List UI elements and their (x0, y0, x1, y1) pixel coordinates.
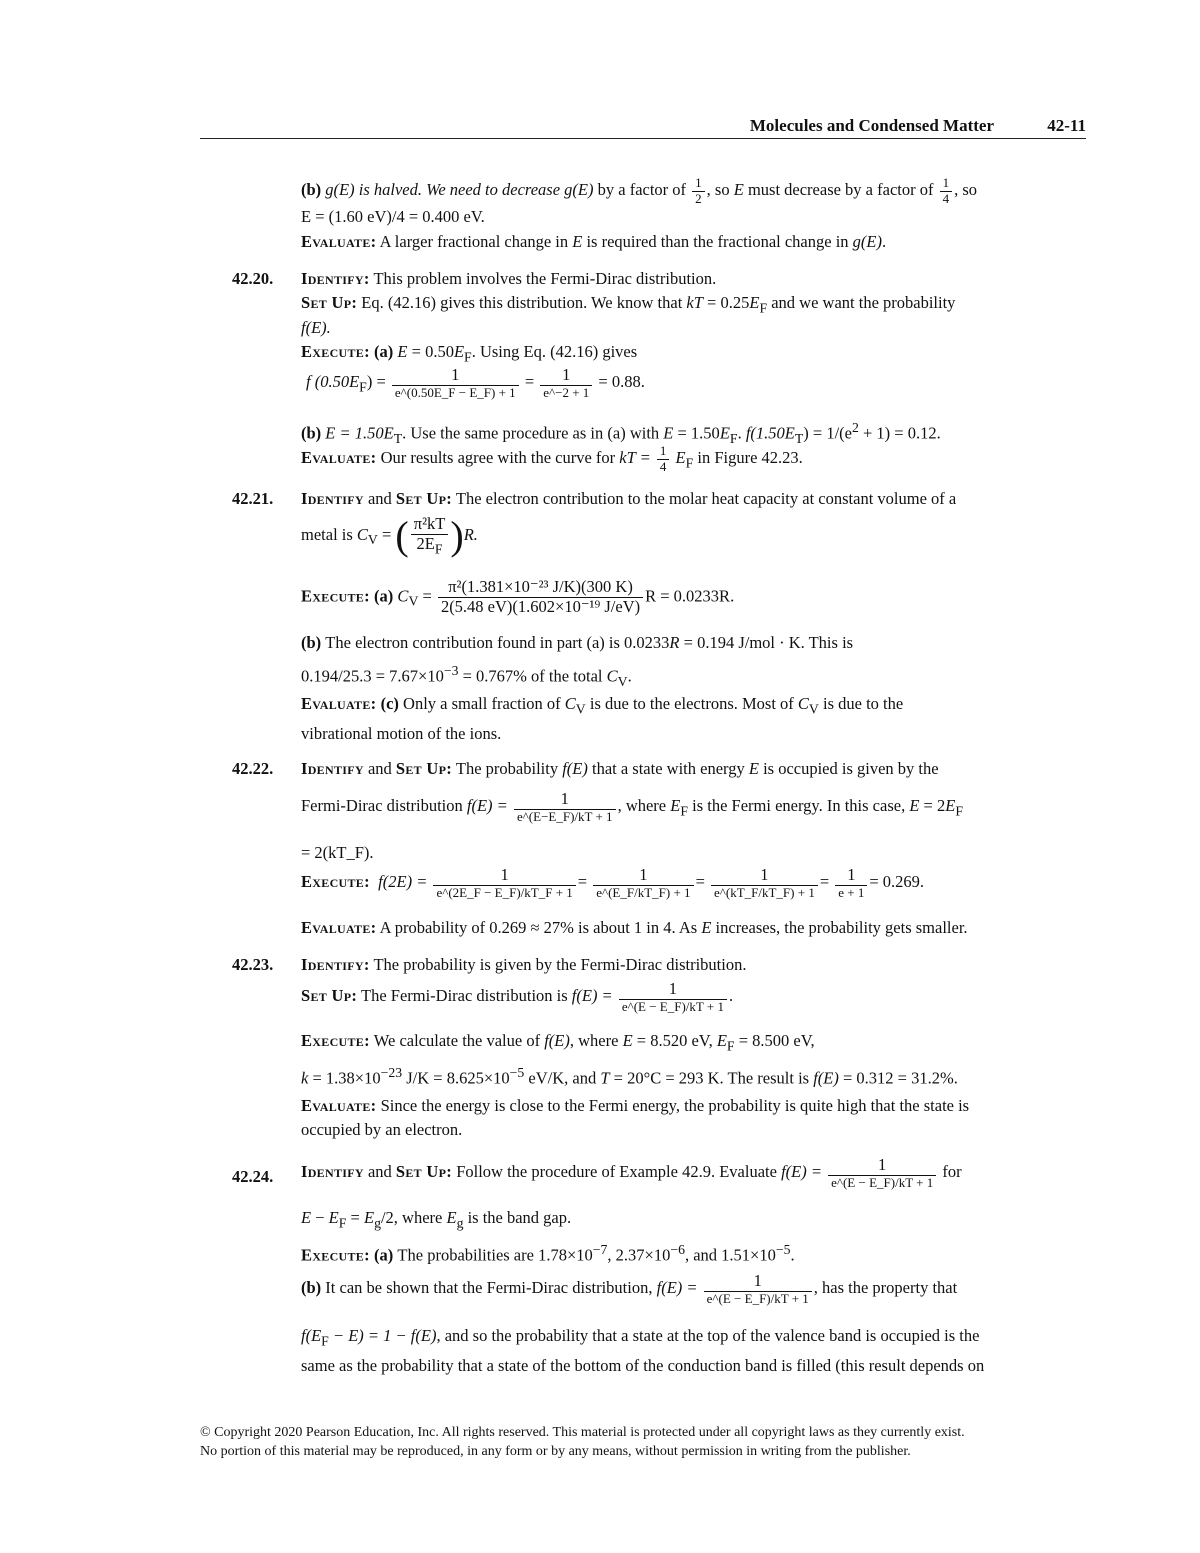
p23-identify: Identify: The probability is given by the Fermi-Dirac distribution. (301, 955, 747, 974)
part-b-line1: (b) g(E) is halved. We need to decrease g(E) by a factor of $\frac{1}{2}$ , so E must decrease by a factor of $\frac{1}{4}$ , so (301, 175, 978, 206)
page-number: 42-11 (1047, 116, 1086, 135)
chapter-title: Molecules and Condensed Matter (749, 116, 994, 135)
p24-part-b3: same as the probability that a state of the bottom of the conduction band is filled (this result depends on (301, 1356, 985, 1375)
p20-part-b: (b) $E = 1.50E_T$. Use the same procedure as in (a) with $E = 1.50E_F$. $f(1.50E_T) = 1/(e^2 + 1) = 0.12$. (301, 420, 941, 446)
p23-execute: Execute: We calculate the value of f(E), where E = 8.520 eV, $E_F = 8.500$ eV, (301, 1031, 815, 1054)
p21-metal-eq: metal is $C_V$ = ( $\frac{\text{π²kT}}{2E_F}$ )R. (301, 513, 478, 558)
p22-identify: Identify and Set Up: The probability f(E) that a state with energy E is occupied is given by the (301, 759, 939, 778)
problem-number-42-23: 42.23. (232, 955, 274, 974)
p20-identify: Identify: This problem involves the Fermi-Dirac distribution. (301, 269, 717, 288)
p23-evaluate2: occupied by an electron. (301, 1120, 463, 1139)
page-header (200, 116, 1086, 139)
p23-execute2: $k = 1.38\times 10^{-23}$ $J/K = 8.625\times 10^{-5}$ eV/K, and T = 20°C = 293 K. The result is f(E) = 0.312 = 31.2%. (301, 1065, 958, 1088)
p22-fermi-dirac: Fermi-Dirac distribution f(E) = $\frac{1}{e\^{}(E-E\_F)/kT + 1}$ , where $E_F$ is the Fermi energy. In this case, $E = 2E_F$ (301, 789, 963, 824)
problem-number-42-20: 42.20. (232, 269, 274, 288)
copyright-footer (200, 1424, 1090, 1462)
copyright-line1: © Copyright 2020 Pearson Education, Inc. All rights reserved. This material is protected under all copyright laws as they currently exist. (200, 1425, 965, 1440)
p20-setup2: f(E). (301, 318, 331, 337)
p21-identify: Identify and Set Up: The electron contribution to the molar heat capacity at constant volume of a (301, 489, 957, 508)
p24-part-b2: $f(E_F - E) = 1 - f(E)$, and so the probability that a state at the top of the valence band is occupied is the (301, 1326, 980, 1349)
part-b-line2: E = (1.60 eV)/4 = 0.400 eV. (301, 207, 485, 226)
problem-number-42-24: 42.24. (232, 1167, 274, 1186)
problem-number-42-21: 42.21. (232, 489, 274, 508)
p22-evaluate: Evaluate: A probability of 0.269 ≈ 27% is about 1 in 4. As E increases, the probability gets smaller. (301, 918, 968, 937)
p24-identify: Identify and Set Up: Follow the procedure of Example 42.9. Evaluate f(E) = $\frac{1}{e\^{}(E - E\_F)/kT + 1}$ for (301, 1155, 962, 1190)
p21-evaluate2: vibrational motion of the ions. (301, 724, 502, 743)
p22-fd2: = 2(kT_F). (301, 843, 374, 862)
p22-execute: Execute: f(2E) = $\frac{1}{e\^{}(2E\_F - E\_F)/kT\_F + 1}$ = $\frac{1}{e\^{}(E\_F/kT\_F) + 1}$ = $\frac{1}{e\^{}(kT\_F/kT\_F) + 1}$ = $\frac{1}{e + 1}$ = 0.269. (301, 865, 925, 900)
p20-equation: f $(0.50E_F)$ = $\frac{1}{e\^{}(0.50E\_F - E\_F) + 1}$ = $\frac{1}{e\^{}-2 + 1}$ = 0.88. (306, 365, 645, 400)
problem-number-42-22: 42.22. (232, 759, 274, 778)
p24-part-b: (b) It can be shown that the Fermi-Dirac distribution, f(E) = $\frac{1}{e\^{}(E - E\_F)/kT + 1}$ , has the property that (301, 1271, 958, 1306)
p21-execute: Execute: (a) $C_V$ = $\frac{\text{π²(1.381×10⁻²³ J/K)(300 K)}}{\text{2(5.48 eV)(1.602×10⁻¹⁹ J/eV)}}$ R = 0.0233R. (301, 577, 735, 616)
p20-execute-a: Execute: (a) $E = 0.50E_F$. Using Eq. (42.16) gives (301, 342, 638, 365)
p20-evaluate: Evaluate: Our results agree with the curve for kT = $\frac{1}{4}$ $E_F$ in Figure 42.23. (301, 443, 803, 474)
p21-evaluate: Evaluate: (c) Only a small fraction of $C_V$ is due to the electrons. Most of $C_V$ is due to the (301, 694, 904, 717)
p21-part-b2: $0.194/25.3 = 7.67\times 10^{-3} = 0.767\%$ of the total $C_V$. (301, 663, 632, 689)
p20-setup: Set Up: Eq. (42.16) gives this distribution. We know that kT = $0.25E_F$ and we want the probability (301, 293, 956, 316)
p23-evaluate: Evaluate: Since the energy is close to the Fermi energy, the probability is quite high that the state is (301, 1096, 970, 1115)
p21-part-b: (b) The electron contribution found in part (a) is 0.0233R = 0.194 J/mol · K. This is (301, 633, 854, 652)
p24-line2: $E - E_F = E_g/2$, where $E_g$ is the band gap. (301, 1208, 572, 1231)
p24-execute: Execute: (a) The probabilities are $1.78\times 10^{-7}$, $2.37\times 10^{-6}$, and $1.51\times 10^{-5}$. (301, 1242, 795, 1265)
copyright-line2: No portion of this material may be reproduced, in any form or by any means, without permission in writing from the publisher. (200, 1443, 911, 1459)
evaluate-line: Evaluate: A larger fractional change in E is required than the fractional change in g(E). (301, 232, 887, 251)
p23-setup: Set Up: The Fermi-Dirac distribution is f(E) = $\frac{1}{e\^{}(E - E\_F)/kT + 1}$ . (301, 979, 734, 1014)
